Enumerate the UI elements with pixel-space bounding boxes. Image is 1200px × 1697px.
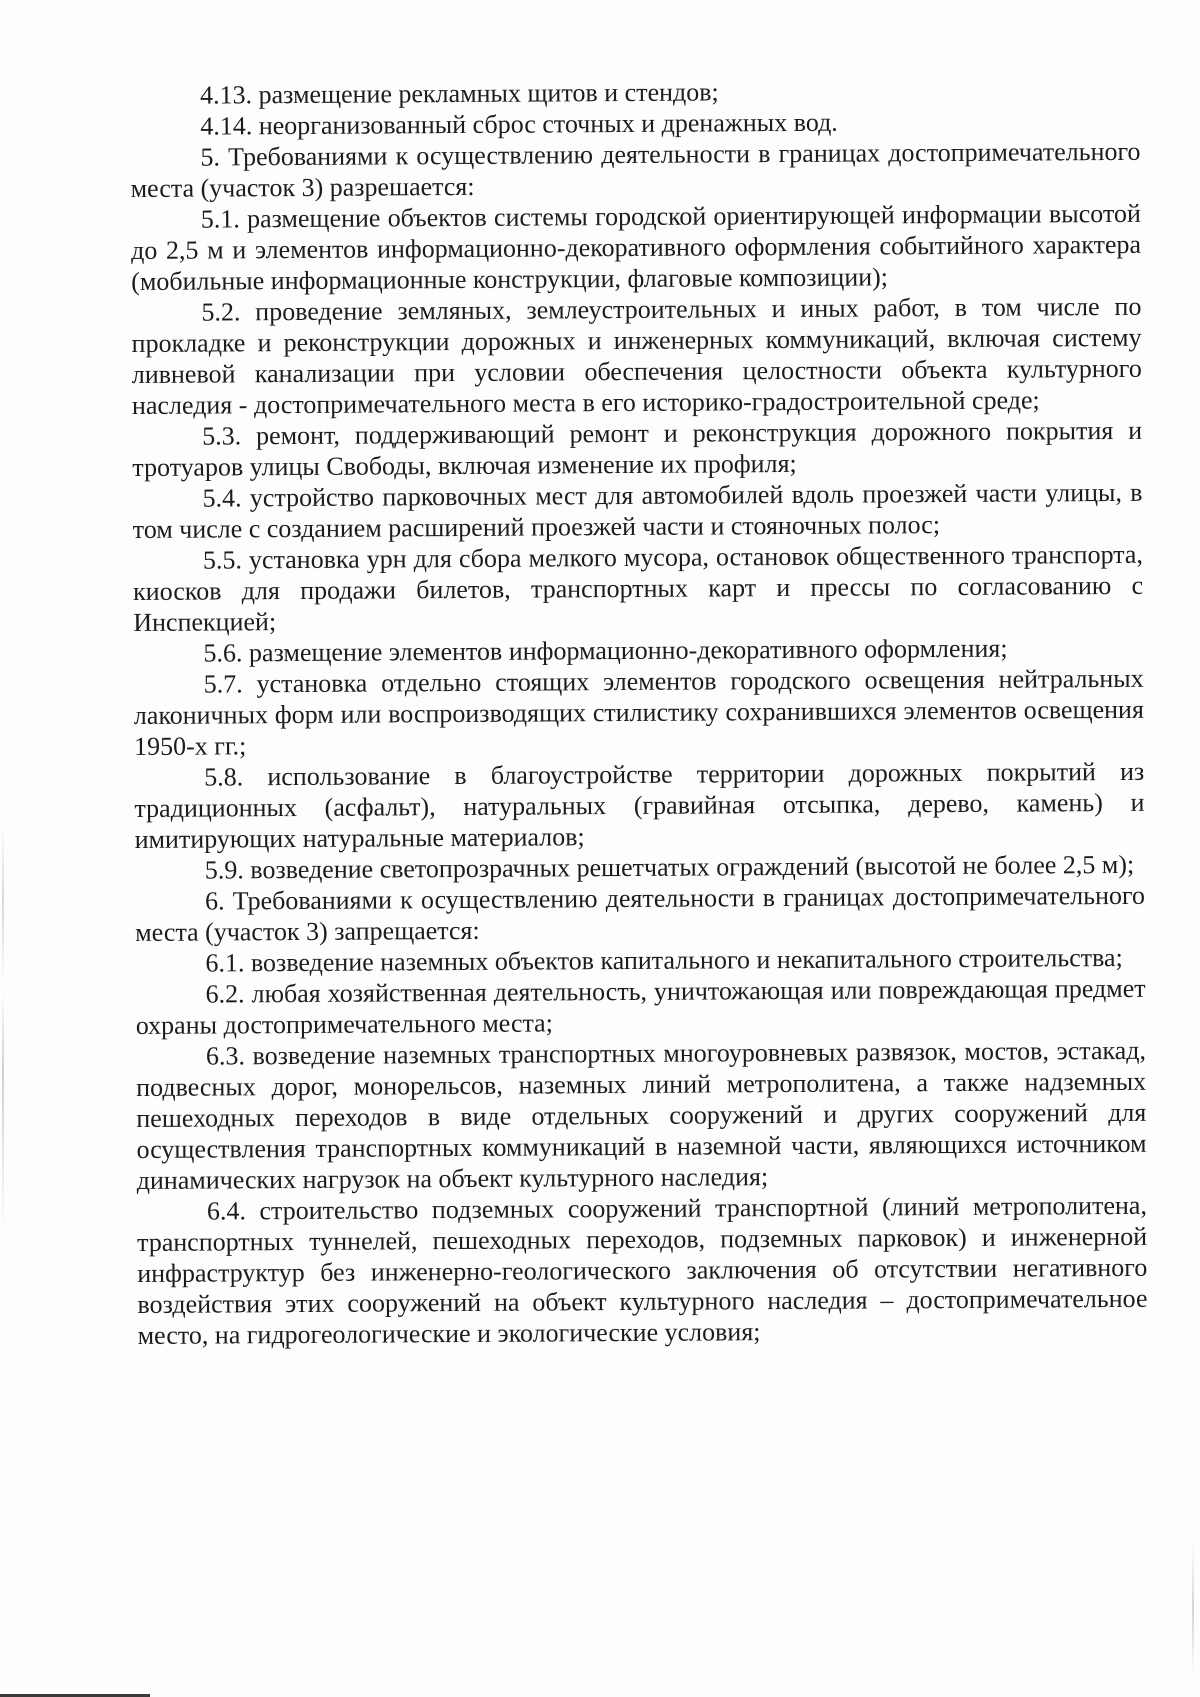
scan-edge-artifact-right xyxy=(1192,1540,1194,1680)
paragraph-5-3: 5.3. ремонт, поддерживающий ремонт и реконструкция дорожного покрытия и тротуаров улицы Свободы, включая изменение их профиля; xyxy=(132,415,1143,482)
paragraph-6-2: 6.2. любая хозяйственная деятельность, уничтожающая или повреждающая предмет охраны достопримечательного места; xyxy=(135,973,1146,1040)
paragraph-4-13: 4.13. размещение рекламных щитов и стендов; xyxy=(200,77,719,110)
paragraph-6-1: 6.1. возведение наземных объектов капитального и некапитального строительства; xyxy=(205,942,1123,978)
paragraph-6: 6. Требованиями к осуществлению деятельности в границах достопримечательного места (участок 3) запрещается: xyxy=(135,880,1146,947)
paragraph-5-2: 5.2. проведение земляных, землеустроительных и иных работ, в том числе по прокладке и реконструкции дорожных и инженерных коммуникаций, включая систему ливневой канализации при условии обеспечения целостности объекта культурного наследия - достопримечательного места в его историко-градостроительной среде; xyxy=(131,291,1142,420)
paragraph-5-6: 5.6. размещение элементов информационно-декоративного оформления; xyxy=(203,633,1008,668)
paragraph-5: 5. Требованиями к осуществлению деятельности в границах достопримечательного места (участок 3) разрешается: xyxy=(130,136,1141,203)
paragraph-4-14: 4.14. неорганизованный сброс сточных и дренажных вод. xyxy=(200,107,838,141)
paragraph-5-9: 5.9. возведение светопрозрачных решетчатых ограждений (высотой не более 2,5 м); xyxy=(204,849,1135,885)
document-body xyxy=(130,74,1148,1351)
paragraph-5-8: 5.8. использование в благоустройстве территории дорожных покрытий из традиционных (асфальт), натуральных (гравийная отсыпка, дерево, камень) и имитирующих натуральные материалов; xyxy=(134,756,1145,854)
paragraph-5-1: 5.1. размещение объектов системы городской ориентирующей информации высотой до 2,5 м и элементов информационно-декоративного оформления событийного характера (мобильные информационные конструкции, флаговые композиции); xyxy=(130,198,1142,296)
paragraph-6-4: 6.4. строительство подземных сооружений транспортной (линий метрополитена, транспортных туннелей, пешеходных переходов, подземных парковок) и инженерной инфраструктур без инженерно-геологического заключения об отсутствии негативного воздействия этих сооружений на объект культурного наследия – достопримечательное место, на гидрогеологические и экологические условия; xyxy=(137,1190,1148,1350)
paragraph-5-4: 5.4. устройство парковочных мест для автомобилей вдоль проезжей части улицы, в том числе с созданием расширений проезжей части и стояночных полос; xyxy=(132,477,1143,544)
paragraph-6-3: 6.3. возведение наземных транспортных многоуровневых развязок, мостов, эстакад, подвесных дорог, монорельсов, наземных линий метрополитена, а также надземных пешеходных переходов в виде отдельных сооружений и других сооружений для осуществления транспортных коммуникаций в наземной части, являющихся источником динамических нагрузок на объект культурного наследия; xyxy=(136,1035,1147,1195)
paragraph-5-5: 5.5. установка урн для сбора мелкого мусора, остановок общественного транспорта, киосков для продажи билетов, транспортных карт и прессы по согласованию с Инспекцией; xyxy=(133,539,1144,637)
scan-edge-artifact-left xyxy=(2,820,4,1240)
paragraph-5-7: 5.7. установка отдельно стоящих элементов городского освещения нейтральных лаконичных форм или воспроизводящих стилистику сохранившихся элементов освещения 1950-х гг.; xyxy=(133,663,1144,761)
